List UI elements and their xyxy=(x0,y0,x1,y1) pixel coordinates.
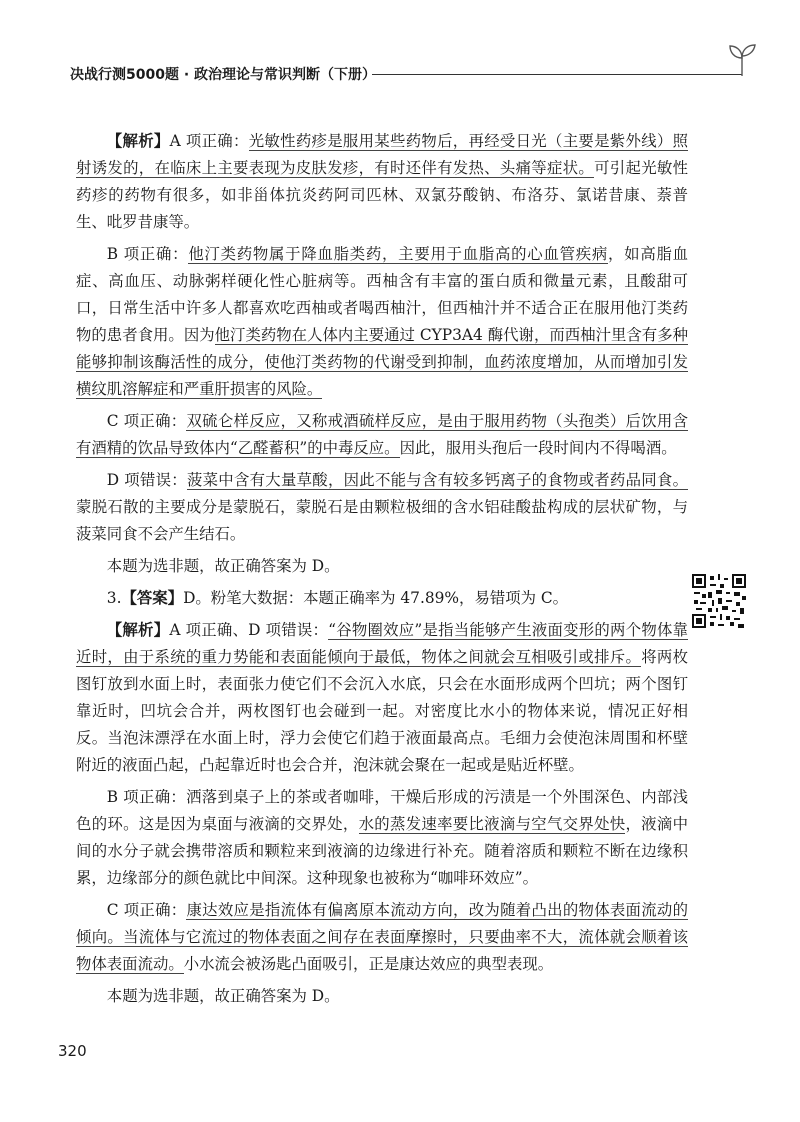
answer-tag: 【答案】 xyxy=(121,589,184,607)
option-label: B 项正确： xyxy=(106,788,187,806)
leaf-icon xyxy=(724,42,760,78)
question-number: 3. xyxy=(106,589,122,607)
underlined-text: 双硫仑样反应，又称戒酒硫样反应，是由于服用药物（头孢类）后饮用含有酒精的饮品导致体内“乙醛蓄积”的中毒反应。 xyxy=(76,412,688,457)
underlined-text: “谷物圈效应”是指当能够产生液面变形的两个物体靠近时，由于系统的重力势能和表面能倾向于最低，物体之间就会互相吸引或排斥。 xyxy=(76,621,688,666)
paragraph-conclusion: 本题为选非题，故正确答案为 D。 xyxy=(106,557,340,575)
paragraph-option-c xyxy=(76,408,688,462)
underlined-text: 他汀类药物属于降血脂类药，主要用于血脂高的心血管疾病 xyxy=(188,245,609,263)
underlined-text: 他汀类药物在人体内主要通过 CYP3A4 酶代谢，而西柚汁里含有多种能够抑制该酶活性的成分，使他汀类药物的代谢受到抑制，血药浓度增加，从而增加引发横纹肌溶解症和严重肝损害的风险。 xyxy=(76,326,688,398)
paragraph-answer-3 xyxy=(76,585,688,612)
analysis-tag: 【解析】 xyxy=(106,621,170,639)
paragraph-text: 可引起光敏性药疹的药物有很多，如非甾体抗炎药阿司匹林、双氯芬酸钠、布洛芬、氯诺昔康、萘普生、吡罗昔康等。 xyxy=(76,159,688,231)
paragraph-text: ，如高脂血症、高血压、动脉粥样硬化性心脏病等。西柚含有丰富的蛋白质和微量元素，且酸甜可口，日常生活中许多人都喜欢吃西柚或者喝西柚汁，但西柚汁并不适合正在服用他汀类药物的患者食用。因为 xyxy=(76,245,688,344)
header-rule xyxy=(372,74,742,75)
underlined-text: 光敏性药疹是服用某些药物后，再经受日光（主要是紫外线）照射诱发的，在临床上主要表现为皮肤发疹，有时还伴有发热、头痛等症状。 xyxy=(76,132,688,177)
answer-explanation xyxy=(76,128,688,1015)
paragraph-text: 蒙脱石散的主要成分是蒙脱石，蒙脱石是由颗粒极细的含水铝硅酸盐构成的层状矿物，与菠菜同食不会产生结石。 xyxy=(76,498,688,543)
underlined-text: 康达效应是指流体有偏离原本流动方向，改为随着凸出的物体表面流动的倾向。当流体与它流过的物体表面之间存在表面摩擦时，只要曲率不大，流体就会顺着该物体表面流动。 xyxy=(76,901,688,973)
paragraph-text: D。粉笔大数据：本题正确率为 47.89%，易错项为 C。 xyxy=(183,589,569,607)
paragraph-text: 洒落到桌子上的茶或者咖啡，干燥后形成的污渍是一个外围深色、内部浅色的环。这是因为桌面与液滴的交界处， xyxy=(76,788,688,833)
paragraph-text: 小水流会被汤匙凸面吸引，正是康达效应的典型表现。 xyxy=(183,955,554,973)
option-label: D 项错误： xyxy=(106,471,187,489)
analysis-tag: 【解析】 xyxy=(106,132,170,150)
option-label: C 项正确： xyxy=(106,901,187,919)
paragraph-option-3c xyxy=(76,897,688,978)
paragraph-analysis-a xyxy=(76,128,688,236)
paragraph-conclusion: 本题为选非题，故正确答案为 D。 xyxy=(106,987,340,1005)
paragraph-option-b xyxy=(76,241,688,403)
paragraph-text: 将两枚图钉放到水面上时，表面张力使它们不会沉入水底，只会在水面形成两个凹坑；两个图钉靠近时，凹坑会合并，两枚图钉也会碰到一起。对密度比水小的物体来说，情况正好相反。当泡沫漂浮在水面上时，浮力会使它们趋于液面最高点。毛细力会使泡沫周围和杯壁附近的液面凸起，凸起靠近时也会合并，泡沫就会聚在一起或是贴近杯壁。 xyxy=(76,648,688,774)
option-label: A 项正确、D 项错误： xyxy=(169,621,329,639)
paragraph-text: 因此，服用头孢后一段时间内不得喝酒。 xyxy=(399,439,677,457)
paragraph-analysis-3a xyxy=(76,617,688,779)
running-header xyxy=(40,60,760,86)
underlined-text: 菠菜中含有大量草酸，因此不能与含有较多钙离子的食物或者药品同食。 xyxy=(186,471,688,489)
option-label: B 项正确： xyxy=(106,245,189,263)
paragraph-option-3b xyxy=(76,784,688,892)
page-number: 320 xyxy=(58,1042,87,1060)
book-title: 决战行测5000题 · 政治理论与常识判断（下册） xyxy=(70,67,377,83)
paragraph-option-d xyxy=(76,467,688,548)
paragraph-text: ，液滴中间的水分子就会携带溶质和颗粒来到液滴的边缘进行补充。随着溶质和颗粒不断在边缘积累，边缘部分的颜色就比中间深。这种现象也被称为“咖啡环效应”。 xyxy=(76,815,688,887)
qr-code-icon[interactable] xyxy=(692,574,746,628)
option-label: C 项正确： xyxy=(106,412,187,430)
underlined-text: 水的蒸发速率要比液滴与空气交界处快 xyxy=(358,815,626,833)
option-label: A 项正确： xyxy=(169,132,249,150)
